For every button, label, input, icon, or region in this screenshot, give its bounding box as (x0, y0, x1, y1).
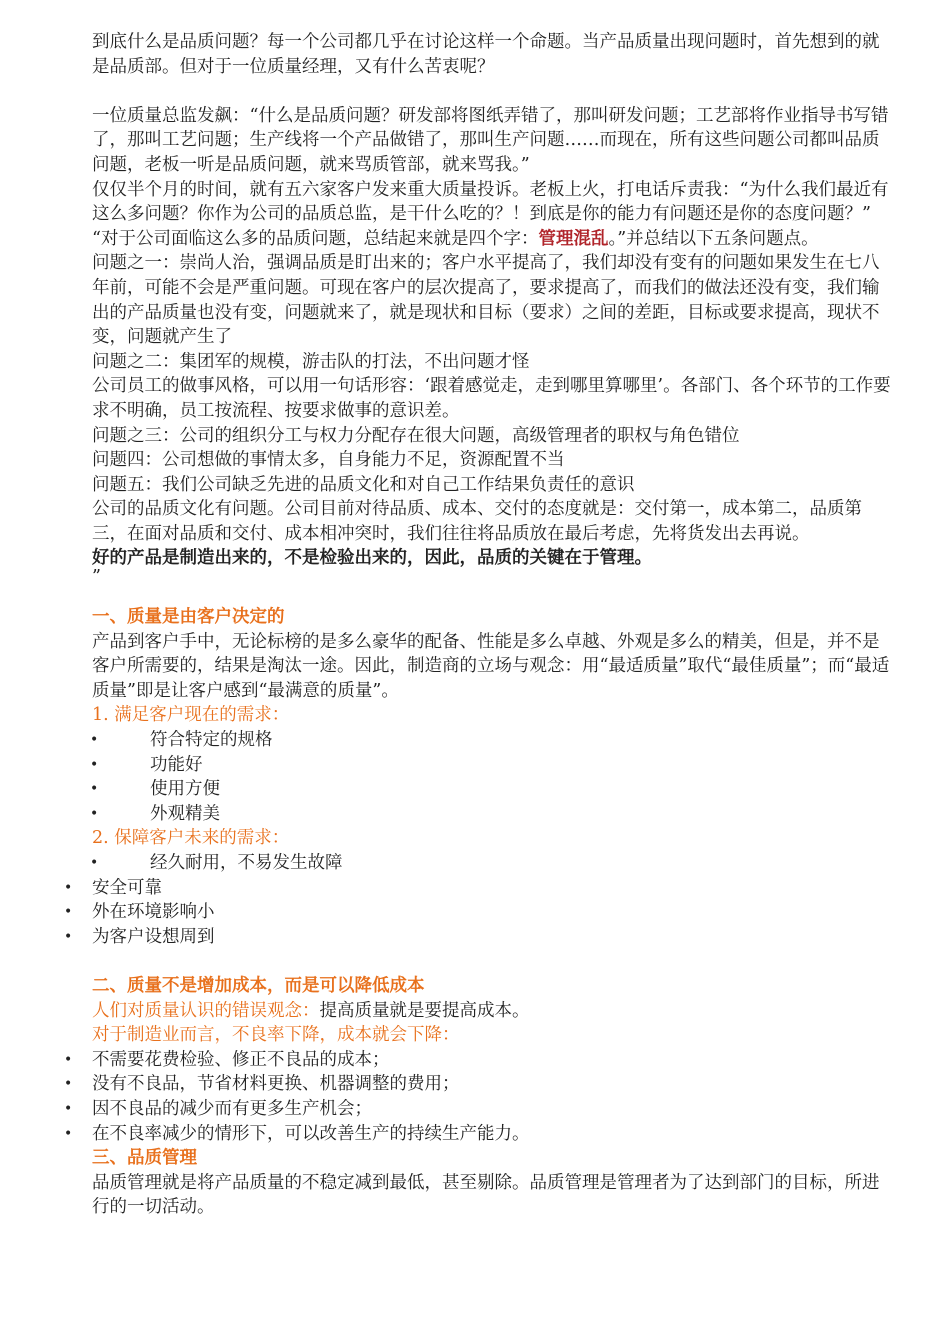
bullet-icon: • (90, 781, 99, 798)
section-3-heading: 三、品质管理 (92, 1148, 197, 1169)
highlight-management-chaos: 管理混乱 (538, 228, 609, 249)
list-item: • 没有不良品，节省材料更换、机器调整的费用； (92, 1072, 892, 1097)
bullet-icon: • (64, 1100, 73, 1117)
problem-5-detail: 公司的品质文化有问题。公司目前对待品质、成本、交付的态度就是：交付第一，成本第二，品质第三，在面对品质和交付、成本相冲突时，我们往往将品质放在最后考虑，先将货发出去再说。 (92, 499, 862, 544)
story-paragraph-1: 一位质量总监发飙：“什么是品质问题？研发部将图纸弄错了，那叫研发问题；工艺部将作业指导书写错了，那叫工艺问题；生产线将一个产品做错了，那叫生产问题……而现在，所有这些问题公司都叫品质问题，老板一听是品质问题，就来骂质管部，就来骂我。” (92, 105, 889, 175)
document-page (64, 30, 892, 1220)
list-item: • 使用方便 (92, 777, 892, 802)
list-item: • 外在环境影响小 (92, 900, 892, 925)
bullet-icon: • (64, 1051, 73, 1068)
section-2-misconception-label: 人们对质量认识的错误观念： (92, 1000, 320, 1021)
section-1-body: 产品到客户手中，无论标榜的是多么豪华的配备、性能是多么卓越、外观是多么的精美，但是，并不是客户所需要的，结果是淘汰一途。因此，制造商的立场与观念：用“最适质量”取代“最佳质量”；而“最适质量”即是让客户感到“最满意的质量”。 (92, 631, 890, 701)
list-item: • 在不良率减少的情形下，可以改善生产的持续生产能力。 (92, 1122, 892, 1147)
bullet-icon: • (64, 1125, 73, 1142)
list-item: • 为客户设想周到 (92, 925, 892, 950)
bullet-icon: • (90, 805, 99, 822)
section-1-heading: 一、质量是由客户决定的 (92, 607, 285, 628)
story-p3-after: 。”并总结以下五条问题点。 (608, 228, 819, 249)
problem-2-detail: 公司员工的做事风格，可以用一句话形容：‘跟着感觉走，走到哪里算哪里’。各部门、各个环节的工作要求不明确，员工按流程、按要求做事的意识差。 (92, 376, 891, 421)
problem-4: 问题四：公司想做的事情太多，自身能力不足，资源配置不当 (92, 450, 565, 471)
conclusion-statement: 好的产品是制造出来的，不是检验出来的，因此，品质的关键在于管理。 (92, 548, 652, 569)
section-2-heading: 二、质量不是增加成本，而是可以降低成本 (92, 975, 425, 996)
bullet-icon: • (64, 1076, 73, 1093)
closing-quote: ” (92, 567, 101, 588)
problem-3: 问题之三：公司的组织分工与权力分配存在很大问题，高级管理者的职权与角色错位 (92, 425, 740, 446)
story-paragraph-3 (92, 227, 892, 252)
bullet-icon: • (90, 756, 99, 773)
section-2-line-2: 对于制造业而言，不良率下降，成本就会下降： (92, 1025, 460, 1046)
section-2-line-1 (92, 999, 892, 1024)
list-item: • 因不良品的减少而有更多生产机会； (92, 1097, 892, 1122)
bullet-icon: • (90, 855, 99, 871)
problem-5: 问题五：我们公司缺乏先进的品质文化和对自己工作结果负责任的意识 (92, 474, 635, 495)
story-paragraph-2: 仅仅半个月的时间，就有五六家客户发来重大质量投诉。老板上火，打电话斥责我：“为什么我们最近有这么多问题？你作为公司的品质总监，是干什么吃的？！到底是你的能力有问题还是你的态度问题？” (92, 179, 889, 225)
section-1-sub-2: 2. 保障客户未来的需求： (92, 828, 290, 849)
problem-1: 问题之一：崇尚人治，强调品质是盯出来的；客户水平提高了，我们却没有变有的问题如果发生在七八年前，可能不会是严重问题。可现在客户的层次提高了，要求提高了，而我们的做法还没有变，我们输出的产品质量也没有变，问题就来了，就是现状和目标（要求）之间的差距，目标或要求提高，现状不变，问题就产生了 (92, 253, 880, 348)
bullet-icon: • (64, 904, 73, 921)
list-item: • 不需要花费检验、修正不良品的成本； (92, 1048, 892, 1073)
intro-paragraph: 到底什么是品质问题？每一个公司都几乎在讨论这样一个命题。当产品质量出现问题时，首先想到的就是品质部。但对于一位质量经理，又有什么苦衷呢？ (92, 32, 880, 77)
list-item: • 经久耐用，不易发生故障 (92, 851, 892, 876)
bullet-icon: • (64, 879, 73, 896)
list-item: • 安全可靠 (92, 876, 892, 901)
story-p3-before: “对于公司面临这么多的品质问题，总结起来就是四个字： (92, 228, 539, 249)
bullet-icon: • (90, 732, 99, 749)
section-3-body: 品质管理就是将产品质量的不稳定减到最低，甚至剔除。品质管理是管理者为了达到部门的目标，所进行的一切活动。 (92, 1172, 880, 1218)
list-item: • 外观精美 (92, 802, 892, 827)
list-item: • 功能好 (92, 753, 892, 778)
bullet-icon: • (64, 928, 73, 945)
problem-2: 问题之二：集团军的规模，游击队的打法，不出问题才怪 (92, 351, 530, 372)
section-2-misconception-text: 提高质量就是要提高成本。 (319, 1000, 530, 1021)
list-item: • 符合特定的规格 (92, 728, 892, 753)
section-1-sub-1: 1. 满足客户现在的需求： (92, 705, 290, 726)
